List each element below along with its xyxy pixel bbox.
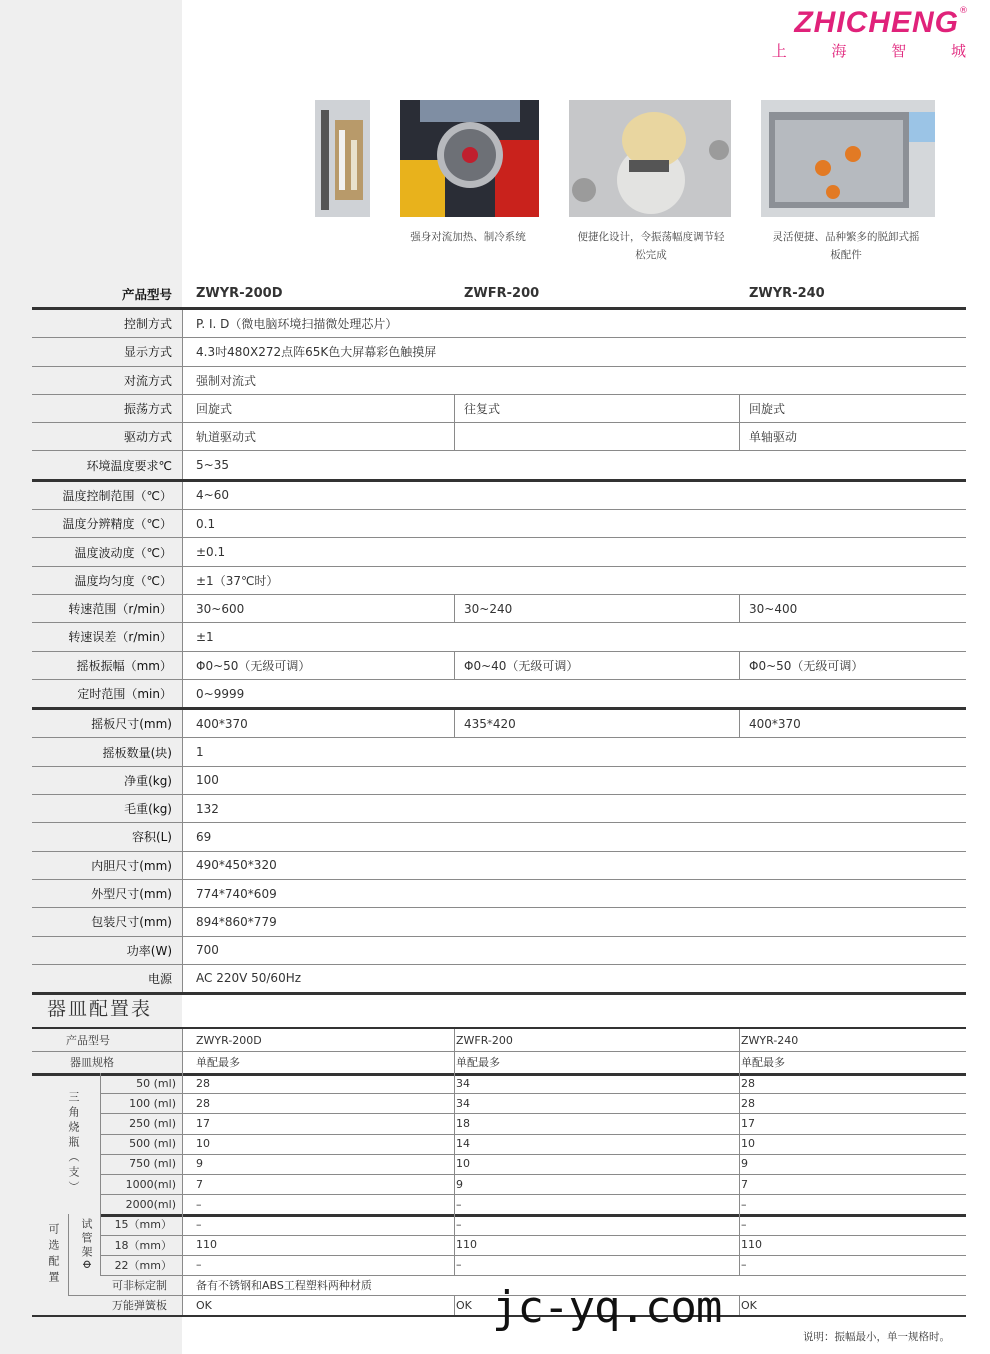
config-cell: ZWFR-200 <box>456 1033 513 1047</box>
spec-row-label: 内胆尺寸(mm) <box>91 858 172 873</box>
spec-row <box>32 510 966 538</box>
column-divider <box>454 595 455 622</box>
spec-row <box>32 423 966 451</box>
spec-row-label: 显示方式 <box>123 345 172 360</box>
column-divider <box>454 652 455 679</box>
spec-row <box>32 451 966 481</box>
config-cell: 18 <box>456 1116 470 1130</box>
spec-row <box>32 338 966 366</box>
label-divider <box>182 965 183 992</box>
config-cell: 7 <box>196 1177 203 1191</box>
config-divider <box>454 1134 455 1154</box>
spec-row <box>32 538 966 566</box>
config-header-row <box>32 1029 966 1052</box>
spec-row-label: 转速误差（r/min） <box>68 630 172 645</box>
label-divider <box>182 451 183 478</box>
config-divider <box>739 1214 740 1234</box>
spec-body <box>32 310 966 995</box>
spec-cell: 回旋式 <box>196 402 233 417</box>
label-divider <box>182 852 183 879</box>
flask-row <box>100 1134 966 1155</box>
label-divider <box>182 423 183 450</box>
spec-row-label: 控制方式 <box>123 317 172 332</box>
config-cell: 28 <box>196 1076 210 1090</box>
spec-row-label: 摇板数量(块) <box>102 745 172 760</box>
config-divider <box>454 1029 455 1051</box>
config-cell: – <box>741 1197 747 1211</box>
spec-cell: ±1（37℃时） <box>196 573 279 588</box>
spec-row-label: 振荡方式 <box>123 402 172 417</box>
tube-group-label: 试管架Φ <box>80 1217 93 1272</box>
label-divider <box>182 767 183 794</box>
config-title: 器皿配置表 <box>47 998 153 1020</box>
spec-row <box>32 767 966 795</box>
caption-3: 灵活便捷、品种繁多的脱卸式摇板配件 <box>772 231 920 261</box>
spec-cell: 0.1 <box>196 516 216 531</box>
spec-row <box>32 310 966 338</box>
config-divider <box>739 1255 740 1275</box>
config-cell: ZWYR-200D <box>196 1033 262 1047</box>
config-divider <box>454 1194 455 1214</box>
spec-cell: 30~400 <box>749 601 798 616</box>
spec-row <box>32 595 966 623</box>
flask-row <box>100 1154 966 1175</box>
config-divider <box>454 1214 455 1234</box>
logo-text: ZHICHENG <box>794 6 959 39</box>
spec-cell: 700 <box>196 943 219 958</box>
config-cell: – <box>741 1258 747 1272</box>
spec-row-label: 温度波动度（℃） <box>74 545 172 560</box>
config-row-label: 可非标定制 <box>112 1279 167 1293</box>
config-row-label: 产品型号 <box>66 1034 110 1047</box>
label-divider <box>182 367 183 394</box>
spec-cell: 5~35 <box>196 458 229 473</box>
config-row-label: 15（mm） <box>114 1218 172 1232</box>
spec-cell: 4.3吋480X272点阵65K色大屏幕彩色触摸屏 <box>196 345 437 360</box>
spec-cell: 69 <box>196 829 212 844</box>
spec-row <box>32 908 966 936</box>
spec-cell: 0~9999 <box>196 686 245 701</box>
config-divider <box>182 1051 183 1073</box>
label-divider <box>182 338 183 365</box>
spec-row-label: 温度分辨精度（℃） <box>62 517 172 532</box>
spec-cell: AC 220V 50/60Hz <box>196 971 302 986</box>
label-divider <box>182 623 183 650</box>
config-divider <box>739 1134 740 1154</box>
tube-row <box>100 1235 966 1256</box>
config-divider <box>182 1154 183 1174</box>
config-cell: 9 <box>456 1177 463 1191</box>
config-cell: – <box>456 1197 462 1211</box>
label-divider <box>182 710 183 737</box>
config-cell: 17 <box>741 1116 755 1130</box>
config-row-label: 2000(ml) <box>125 1197 176 1211</box>
spec-header-label: 产品型号 <box>121 286 172 302</box>
config-divider <box>182 1134 183 1154</box>
spec-row-label: 毛重(kg) <box>124 802 172 817</box>
spec-cell: Φ0~40（无级可调） <box>464 658 579 673</box>
config-divider <box>454 1174 455 1194</box>
column-divider <box>454 710 455 737</box>
spec-row-label: 摇板尺寸(mm) <box>91 717 172 732</box>
config-cell: 7 <box>741 1177 748 1191</box>
label-divider <box>182 823 183 850</box>
config-cell: OK <box>741 1298 757 1312</box>
label-divider <box>182 510 183 537</box>
config-divider <box>182 1113 183 1133</box>
config-divider <box>739 1093 740 1113</box>
config-row-label: 50 (ml) <box>136 1076 176 1090</box>
registered-mark: ® <box>959 6 968 16</box>
config-divider <box>454 1113 455 1133</box>
config-cell: – <box>196 1258 202 1272</box>
config-divider <box>454 1295 455 1315</box>
config-cell: – <box>456 1258 462 1272</box>
column-divider <box>454 395 455 422</box>
flask-row <box>100 1174 966 1195</box>
column-divider <box>739 595 740 622</box>
tube-row <box>100 1255 966 1276</box>
config-cell: 单配最多 <box>741 1056 785 1069</box>
spec-row-label: 容积(L) <box>131 830 172 845</box>
caption-1: 强身对流加热、制冷系统 <box>410 231 526 243</box>
config-cell: – <box>196 1217 202 1231</box>
flask-row <box>100 1093 966 1114</box>
config-divider <box>182 1214 183 1234</box>
config-divider <box>454 1073 455 1093</box>
config-cell: 28 <box>741 1096 755 1110</box>
spec-model-1: ZWYR-200D <box>196 286 283 301</box>
config-cell: 28 <box>196 1096 210 1110</box>
spec-table <box>32 280 966 995</box>
spec-cell: 774*740*609 <box>196 886 277 901</box>
label-divider <box>182 595 183 622</box>
config-cell: 单配最多 <box>456 1056 500 1069</box>
config-divider <box>182 1275 183 1295</box>
spec-row <box>32 680 966 710</box>
config-row-label: 22（mm） <box>114 1258 172 1272</box>
config-divider <box>182 1073 183 1093</box>
spec-row-label: 驱动方式 <box>123 430 172 445</box>
label-divider <box>182 738 183 765</box>
config-divider <box>739 1174 740 1194</box>
config-divider <box>739 1235 740 1255</box>
spec-row-label: 定时范围（min） <box>77 687 172 701</box>
column-divider <box>739 395 740 422</box>
spec-cell: 4~60 <box>196 488 229 503</box>
config-divider <box>739 1154 740 1174</box>
spec-row-label: 电源 <box>147 971 172 986</box>
config-divider <box>182 1093 183 1113</box>
product-photo-fan <box>400 100 539 217</box>
optional-group-label: 可选配置 <box>47 1222 60 1287</box>
config-cell: – <box>741 1217 747 1231</box>
spec-cell: 435*420 <box>464 716 516 731</box>
spec-row <box>32 937 966 965</box>
config-divider <box>454 1093 455 1113</box>
config-divider <box>739 1113 740 1133</box>
spec-row-label: 温度均匀度（℃） <box>74 573 172 588</box>
config-divider <box>182 1029 183 1051</box>
config-divider <box>182 1295 183 1315</box>
spec-row <box>32 795 966 823</box>
spec-row <box>32 652 966 680</box>
config-cell: 10 <box>456 1157 470 1171</box>
spec-row <box>32 710 966 738</box>
spec-cell: 1 <box>196 745 204 760</box>
config-cell: 9 <box>741 1157 748 1171</box>
spec-cell: Φ0~50（无级可调） <box>749 658 864 673</box>
spec-cell: ±0.1 <box>196 545 226 560</box>
config-cell: 14 <box>456 1137 470 1151</box>
product-photo-1 <box>315 100 370 217</box>
spec-cell: P. I. D（微电脑环境扫描微处理芯片） <box>196 317 398 332</box>
spec-row <box>32 395 966 423</box>
config-divider <box>739 1194 740 1214</box>
spec-row-label: 温度控制范围（℃） <box>62 488 172 503</box>
config-divider <box>182 1194 183 1214</box>
config-divider <box>739 1051 740 1073</box>
spec-model-3: ZWYR-240 <box>749 286 825 301</box>
spec-cell: 894*860*779 <box>196 914 277 929</box>
config-cell: OK <box>456 1298 472 1312</box>
column-divider <box>739 652 740 679</box>
spec-row <box>32 567 966 595</box>
config-cell: – <box>196 1197 202 1211</box>
spec-row-label: 摇板振幅（mm） <box>76 658 172 673</box>
config-row-label: 18（mm） <box>114 1238 172 1252</box>
label-divider <box>182 538 183 565</box>
spec-header-row <box>32 280 966 310</box>
spec-cell: 30~600 <box>196 601 245 616</box>
label-divider <box>182 395 183 422</box>
config-row-label: 万能弹簧板 <box>112 1299 167 1313</box>
config-divider <box>739 1073 740 1093</box>
config-cell: OK <box>196 1298 212 1312</box>
group-divider <box>100 1073 101 1275</box>
config-cell: 10 <box>196 1137 210 1151</box>
caption-2: 便捷化设计，令振荡幅度调节轻松完成 <box>577 231 725 261</box>
spec-row <box>32 880 966 908</box>
spec-cell: 强制对流式 <box>196 373 257 388</box>
spec-row-label: 功率(W) <box>126 943 172 958</box>
spec-row-label: 转速范围（r/min） <box>68 602 172 617</box>
config-cell: 110 <box>196 1238 217 1252</box>
spec-cell: 轨道驱动式 <box>196 430 257 445</box>
spec-row <box>32 823 966 851</box>
logo-subtitle: 上 海 智 城 <box>771 42 986 60</box>
spec-row <box>32 738 966 766</box>
spec-row-label: 外型尺寸(mm) <box>91 887 172 902</box>
spec-cell: ±1 <box>196 629 214 644</box>
column-divider <box>739 710 740 737</box>
label-divider <box>182 937 183 964</box>
brand-logo <box>771 6 986 61</box>
label-divider <box>182 795 183 822</box>
tube-row <box>100 1214 966 1235</box>
config-cell: 110 <box>456 1238 477 1252</box>
config-divider <box>454 1051 455 1073</box>
config-cell: 34 <box>456 1076 470 1090</box>
config-cell: 备有不锈钢和ABS工程塑料两种材质 <box>196 1279 372 1293</box>
label-divider <box>182 310 183 337</box>
config-cell: 34 <box>456 1096 470 1110</box>
spec-cell: 回旋式 <box>749 402 786 417</box>
config-divider <box>454 1255 455 1275</box>
label-divider <box>182 908 183 935</box>
config-cell: 28 <box>741 1076 755 1090</box>
config-row-label: 250 (ml) <box>129 1116 176 1130</box>
product-photo-hand <box>569 100 731 217</box>
label-divider <box>182 652 183 679</box>
config-divider <box>454 1154 455 1174</box>
config-cell: 17 <box>196 1116 210 1130</box>
flask-row <box>100 1113 966 1134</box>
spec-row <box>32 482 966 510</box>
config-cell: 单配最多 <box>196 1056 240 1069</box>
spec-row-label: 对流方式 <box>123 373 172 388</box>
config-divider <box>454 1235 455 1255</box>
spec-row-label: 净重(kg) <box>124 773 172 788</box>
watermark: jc-yq.com <box>492 1282 722 1333</box>
spec-cell: 400*370 <box>196 716 248 731</box>
label-divider <box>182 880 183 907</box>
footnote: 说明：振幅最小，单一规格时。 <box>803 1331 950 1343</box>
config-cell: 9 <box>196 1157 203 1171</box>
label-divider <box>182 680 183 707</box>
config-row-label: 100 (ml) <box>129 1096 176 1110</box>
spec-row <box>32 367 966 395</box>
spec-cell: 490*450*320 <box>196 858 277 873</box>
spec-row <box>32 965 966 995</box>
spec-row <box>32 623 966 651</box>
config-cell: – <box>456 1217 462 1231</box>
spec-cell: Φ0~50（无级可调） <box>196 658 311 673</box>
flask-row <box>100 1073 966 1094</box>
config-divider <box>182 1235 183 1255</box>
config-row-label: 500 (ml) <box>129 1137 176 1151</box>
spec-cell: 400*370 <box>749 716 801 731</box>
spec-cell: 单轴驱动 <box>749 430 798 445</box>
config-divider <box>739 1295 740 1315</box>
spec-row <box>32 852 966 880</box>
spec-model-2: ZWFR-200 <box>464 286 540 301</box>
flask-group-label: 三角烧瓶（支） <box>67 1091 80 1197</box>
config-row-label: 750 (ml) <box>129 1157 176 1171</box>
spec-cell: 往复式 <box>464 402 501 417</box>
spec-row-label: 环境温度要求℃ <box>86 458 172 473</box>
product-photo-chamber <box>761 100 935 217</box>
column-divider <box>454 423 455 450</box>
label-divider <box>182 482 183 509</box>
spec-cell: 100 <box>196 773 219 788</box>
label-divider <box>182 567 183 594</box>
config-row-label: 器皿规格 <box>70 1056 114 1069</box>
config-divider <box>182 1174 183 1194</box>
column-divider <box>739 423 740 450</box>
config-divider <box>739 1029 740 1051</box>
group-divider <box>68 1214 69 1295</box>
spec-cell: 132 <box>196 801 219 816</box>
config-divider <box>182 1255 183 1275</box>
config-row-label: 1000(ml) <box>125 1177 176 1191</box>
spec-cell: 30~240 <box>464 601 513 616</box>
config-cell: ZWYR-240 <box>741 1033 799 1047</box>
config-cell: 10 <box>741 1137 755 1151</box>
spec-row-label: 包装尺寸(mm) <box>91 915 172 930</box>
config-cell: 110 <box>741 1238 762 1252</box>
